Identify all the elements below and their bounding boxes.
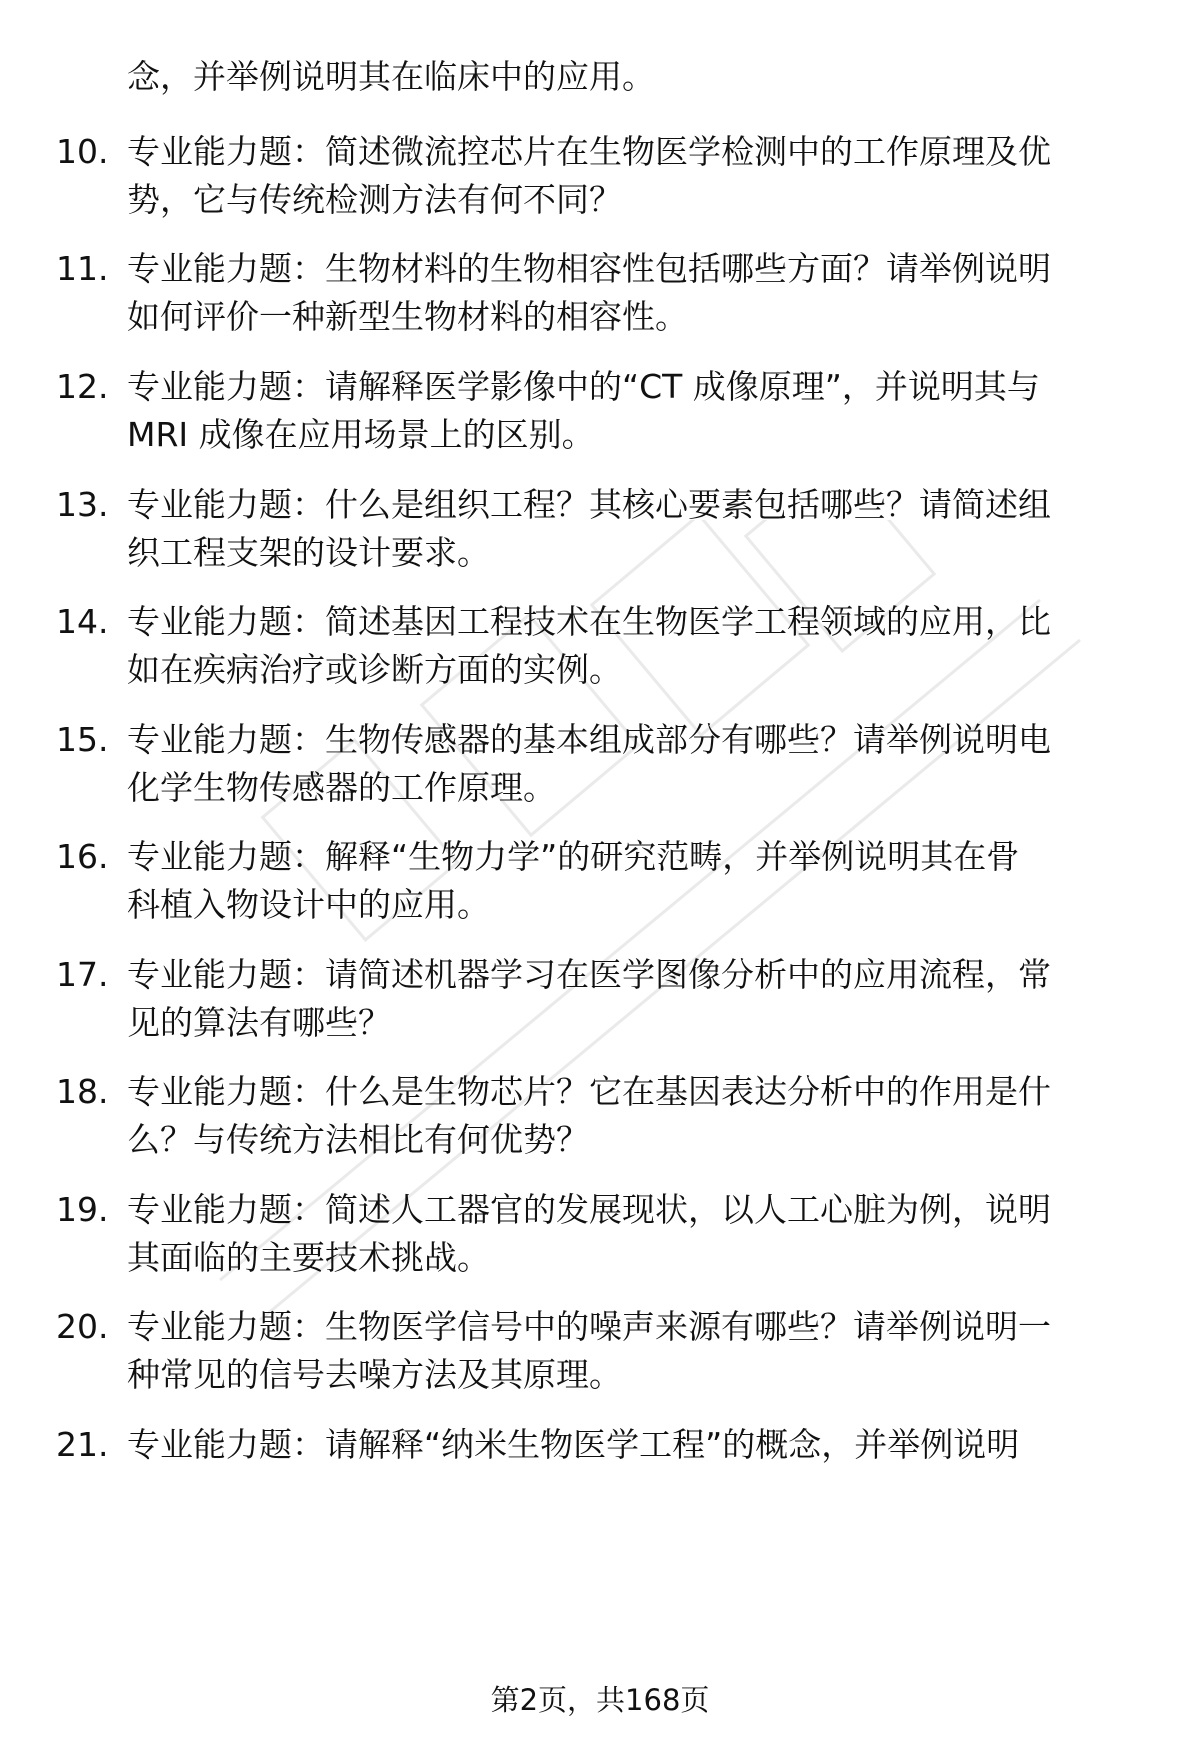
item-text-line: 专业能力题：请解释医学影像中的“CT 成像原理”，并说明其与 xyxy=(127,367,1040,406)
item-text-line: 见的算法有哪些？ xyxy=(127,1003,391,1042)
item-text-line: 织工程支架的设计要求。 xyxy=(127,533,490,572)
item-text-line: 专业能力题：简述基因工程技术在生物医学工程领域的应用，比 xyxy=(127,602,1051,641)
item-text xyxy=(127,53,1157,101)
item-text-line: 化学生物传感器的工作原理。 xyxy=(127,768,556,807)
item-text xyxy=(127,1068,1157,1164)
item-text xyxy=(127,716,1157,812)
item-text xyxy=(127,598,1157,694)
item-text-line: 势，它与传统检测方法有何不同？ xyxy=(127,180,622,219)
item-text-line: MRI 成像在应用场景上的区别。 xyxy=(127,415,595,454)
item-text xyxy=(127,1303,1157,1399)
item-text-line: 专业能力题：什么是组织工程？其核心要素包括哪些？请简述组 xyxy=(127,485,1051,524)
item-text-line: 其面临的主要技术挑战。 xyxy=(127,1238,490,1277)
item-text-line: 么？与传统方法相比有何优势？ xyxy=(127,1120,589,1159)
item-text-line: 念，并举例说明其在临床中的应用。 xyxy=(127,57,655,96)
item-text-line: 种常见的信号去噪方法及其原理。 xyxy=(127,1355,622,1394)
item-text-line: 专业能力题：请解释“纳米生物医学工程”的概念，并举例说明 xyxy=(127,1425,1020,1464)
item-text-line: 专业能力题：简述人工器官的发展现状，以人工心脏为例，说明 xyxy=(127,1190,1051,1229)
item-text xyxy=(127,951,1157,1047)
item-text-line: 科植入物设计中的应用。 xyxy=(127,885,490,924)
item-text xyxy=(127,833,1157,929)
item-text-line: 专业能力题：什么是生物芯片？它在基因表达分析中的作用是什 xyxy=(127,1072,1051,1111)
item-number: 18. xyxy=(56,1072,109,1111)
item-number: 17. xyxy=(56,955,109,994)
item-text-line: 专业能力题：解释“生物力学”的研究范畴，并举例说明其在骨 xyxy=(127,837,1020,876)
item-number: 20. xyxy=(56,1307,109,1346)
item-text-line xyxy=(127,1539,1157,1587)
item-text xyxy=(127,128,1157,224)
item-text xyxy=(127,481,1157,577)
item-number: 21. xyxy=(56,1425,109,1464)
item-number: 19. xyxy=(56,1190,109,1229)
item-text xyxy=(127,363,1157,459)
item-number: 12. xyxy=(56,367,109,406)
item-text-line: 专业能力题：生物医学信号中的噪声来源有哪些？请举例说明一 xyxy=(127,1307,1051,1346)
item-text xyxy=(127,245,1157,341)
item-number: 13. xyxy=(56,485,109,524)
item-text xyxy=(127,1421,1157,1517)
item-text-line: 专业能力题：简述微流控芯片在生物医学检测中的工作原理及优 xyxy=(127,132,1051,171)
item-number: 10. xyxy=(56,132,109,171)
item-text-line: 专业能力题：请简述机器学习在医学图像分析中的应用流程，常 xyxy=(127,955,1051,994)
item-text-line: 专业能力题：生物传感器的基本组成部分有哪些？请举例说明电 xyxy=(127,720,1051,759)
item-number: 11. xyxy=(56,249,109,288)
item-text-line xyxy=(127,1469,1157,1517)
item-number: 14. xyxy=(56,602,109,641)
item-text xyxy=(127,1539,1157,1587)
item-text-line: 专业能力题：生物材料的生物相容性包括哪些方面？请举例说明 xyxy=(127,249,1051,288)
page-footer: 第2页，共168页 xyxy=(490,1683,710,1717)
item-text xyxy=(127,1186,1157,1282)
item-text-line: 如何评价一种新型生物材料的相容性。 xyxy=(127,297,688,336)
item-number: 15. xyxy=(56,720,109,759)
item-number: 16. xyxy=(56,837,109,876)
item-text-line: 如在疾病治疗或诊断方面的实例。 xyxy=(127,650,622,689)
